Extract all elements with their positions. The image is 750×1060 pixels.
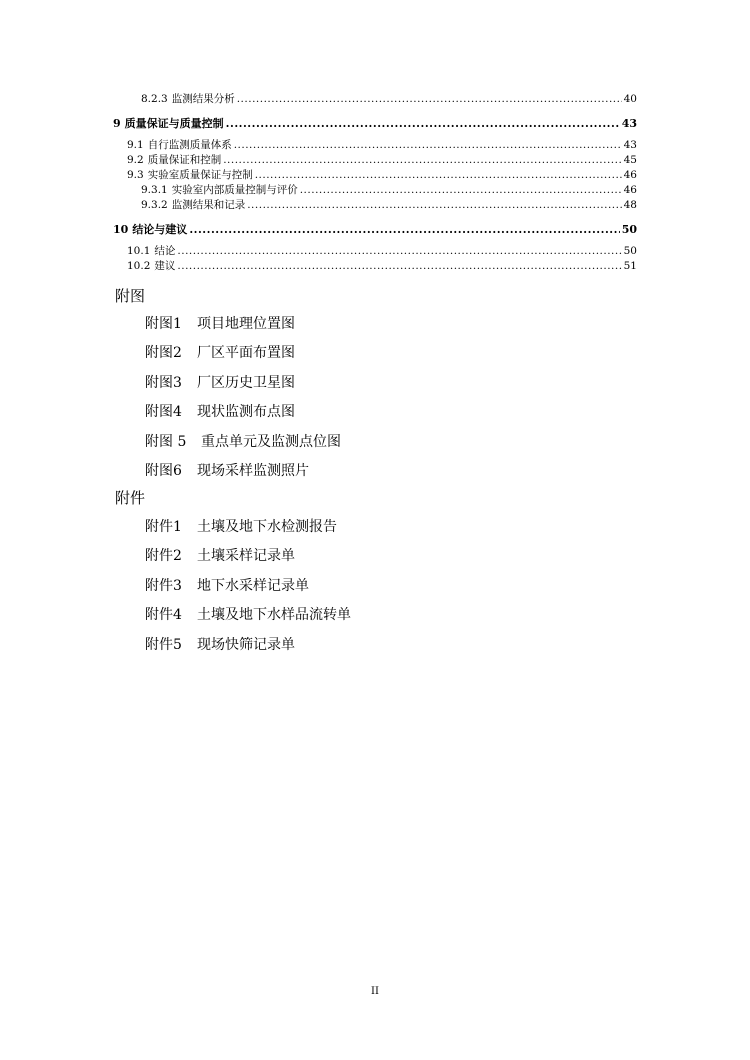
attachment-label: 附件1	[145, 519, 182, 535]
toc-entry-number: 9.3	[127, 169, 144, 181]
attachment-title: 现场快筛记录单	[197, 636, 295, 653]
toc-entry-page: 40	[623, 93, 637, 105]
dot-leader	[300, 183, 622, 198]
toc-entry-page: 48	[623, 199, 637, 211]
toc-entry-title: 监测结果分析	[171, 93, 235, 105]
toc-entry-page: 43	[623, 139, 637, 151]
toc-entry-title: 结论与建议	[132, 223, 188, 236]
toc-entry-number: 10.2	[127, 260, 151, 272]
attachment-title: 土壤采样记录单	[197, 548, 295, 565]
toc-entry-number: 10.1	[127, 245, 151, 257]
toc-entry-9[interactable]	[113, 116, 637, 131]
figure-title: 现场采样监测照片	[197, 462, 309, 479]
toc-entry-title: 监测结果和记录	[171, 199, 246, 211]
attachment-title: 土壤及地下水样品流转单	[197, 607, 351, 624]
dot-leader	[237, 92, 622, 107]
attachment-item[interactable]	[145, 601, 351, 630]
toc-entry-number: 9	[113, 117, 121, 130]
toc-entry-title: 建议	[154, 260, 176, 272]
attachment-item[interactable]	[145, 572, 351, 601]
toc-entry-9-3[interactable]	[113, 168, 637, 183]
toc-entry-title: 自行监测质量体系	[147, 139, 232, 151]
toc-entry-page: 50	[621, 223, 637, 236]
toc-entry-page: 45	[623, 154, 637, 166]
attachment-label: 附件5	[145, 636, 182, 653]
toc-entry-10[interactable]	[113, 222, 637, 237]
attachment-title: 土壤及地下水检测报告	[197, 519, 337, 535]
dot-leader	[255, 168, 622, 183]
toc-entry-9-2[interactable]	[113, 153, 637, 168]
table-of-contents	[113, 92, 637, 274]
toc-entry-title: 质量保证与质量控制	[124, 117, 224, 130]
figure-label: 附图6	[145, 462, 182, 479]
attachment-item[interactable]	[145, 513, 351, 542]
figure-label: 附图4	[145, 404, 182, 421]
page-number: II	[371, 986, 379, 997]
figure-label: 附图1	[145, 316, 182, 332]
figure-label: 附图 5	[145, 433, 187, 450]
attachment-label: 附件4	[145, 607, 182, 624]
figure-item[interactable]	[145, 369, 341, 398]
dot-leader	[177, 244, 621, 259]
figure-title: 项目地理位置图	[197, 316, 295, 332]
toc-entry-8-2-3[interactable]	[113, 92, 637, 107]
toc-entry-title: 实验室质量保证与控制	[147, 169, 253, 181]
toc-entry-page: 43	[621, 117, 637, 130]
dot-leader	[223, 153, 621, 168]
toc-entry-title: 实验室内部质量控制与评价	[171, 184, 298, 196]
attachments-heading: 附件	[115, 489, 146, 507]
toc-entry-9-1[interactable]	[113, 138, 637, 153]
dot-leader	[226, 116, 620, 131]
toc-entry-number: 8.2.3	[141, 93, 168, 105]
toc-entry-9-3-2[interactable]	[113, 198, 637, 213]
toc-entry-number: 9.3.1	[141, 184, 168, 196]
toc-entry-9-3-1[interactable]	[113, 183, 637, 198]
figure-item[interactable]	[145, 339, 341, 368]
attachment-label: 附件2	[145, 548, 182, 565]
toc-entry-title: 质量保证和控制	[147, 154, 222, 166]
dot-leader	[234, 138, 622, 153]
dot-leader	[189, 222, 619, 237]
toc-entry-page: 50	[623, 245, 637, 257]
attachment-item[interactable]	[145, 542, 351, 571]
figures-list	[145, 310, 341, 486]
toc-entry-title: 结论	[154, 245, 176, 257]
attachments-list	[145, 513, 351, 660]
figure-title: 现状监测布点图	[197, 404, 295, 421]
attachment-label: 附件3	[145, 577, 182, 594]
figures-heading: 附图	[115, 287, 146, 305]
toc-entry-10-1[interactable]	[113, 244, 637, 259]
figure-item[interactable]	[145, 398, 341, 427]
toc-entry-number: 9.1	[127, 139, 144, 151]
toc-entry-10-2[interactable]	[113, 259, 637, 274]
dot-leader	[247, 198, 621, 213]
toc-entry-page: 46	[623, 184, 637, 196]
toc-entry-page: 51	[623, 260, 637, 272]
figure-item[interactable]	[145, 310, 341, 339]
toc-entry-number: 9.3.2	[141, 199, 168, 211]
figure-label: 附图2	[145, 345, 182, 362]
toc-entry-number: 10	[113, 223, 129, 236]
figure-item[interactable]	[145, 428, 341, 457]
attachment-item[interactable]	[145, 631, 351, 660]
dot-leader	[177, 259, 621, 274]
toc-entry-page: 46	[623, 169, 637, 181]
figure-label: 附图3	[145, 374, 182, 391]
attachment-title: 地下水采样记录单	[197, 577, 309, 594]
figure-item[interactable]	[145, 457, 341, 486]
figure-title: 重点单元及监测点位图	[201, 433, 341, 450]
figure-title: 厂区历史卫星图	[197, 374, 295, 391]
figure-title: 厂区平面布置图	[197, 345, 295, 362]
toc-entry-number: 9.2	[127, 154, 144, 166]
